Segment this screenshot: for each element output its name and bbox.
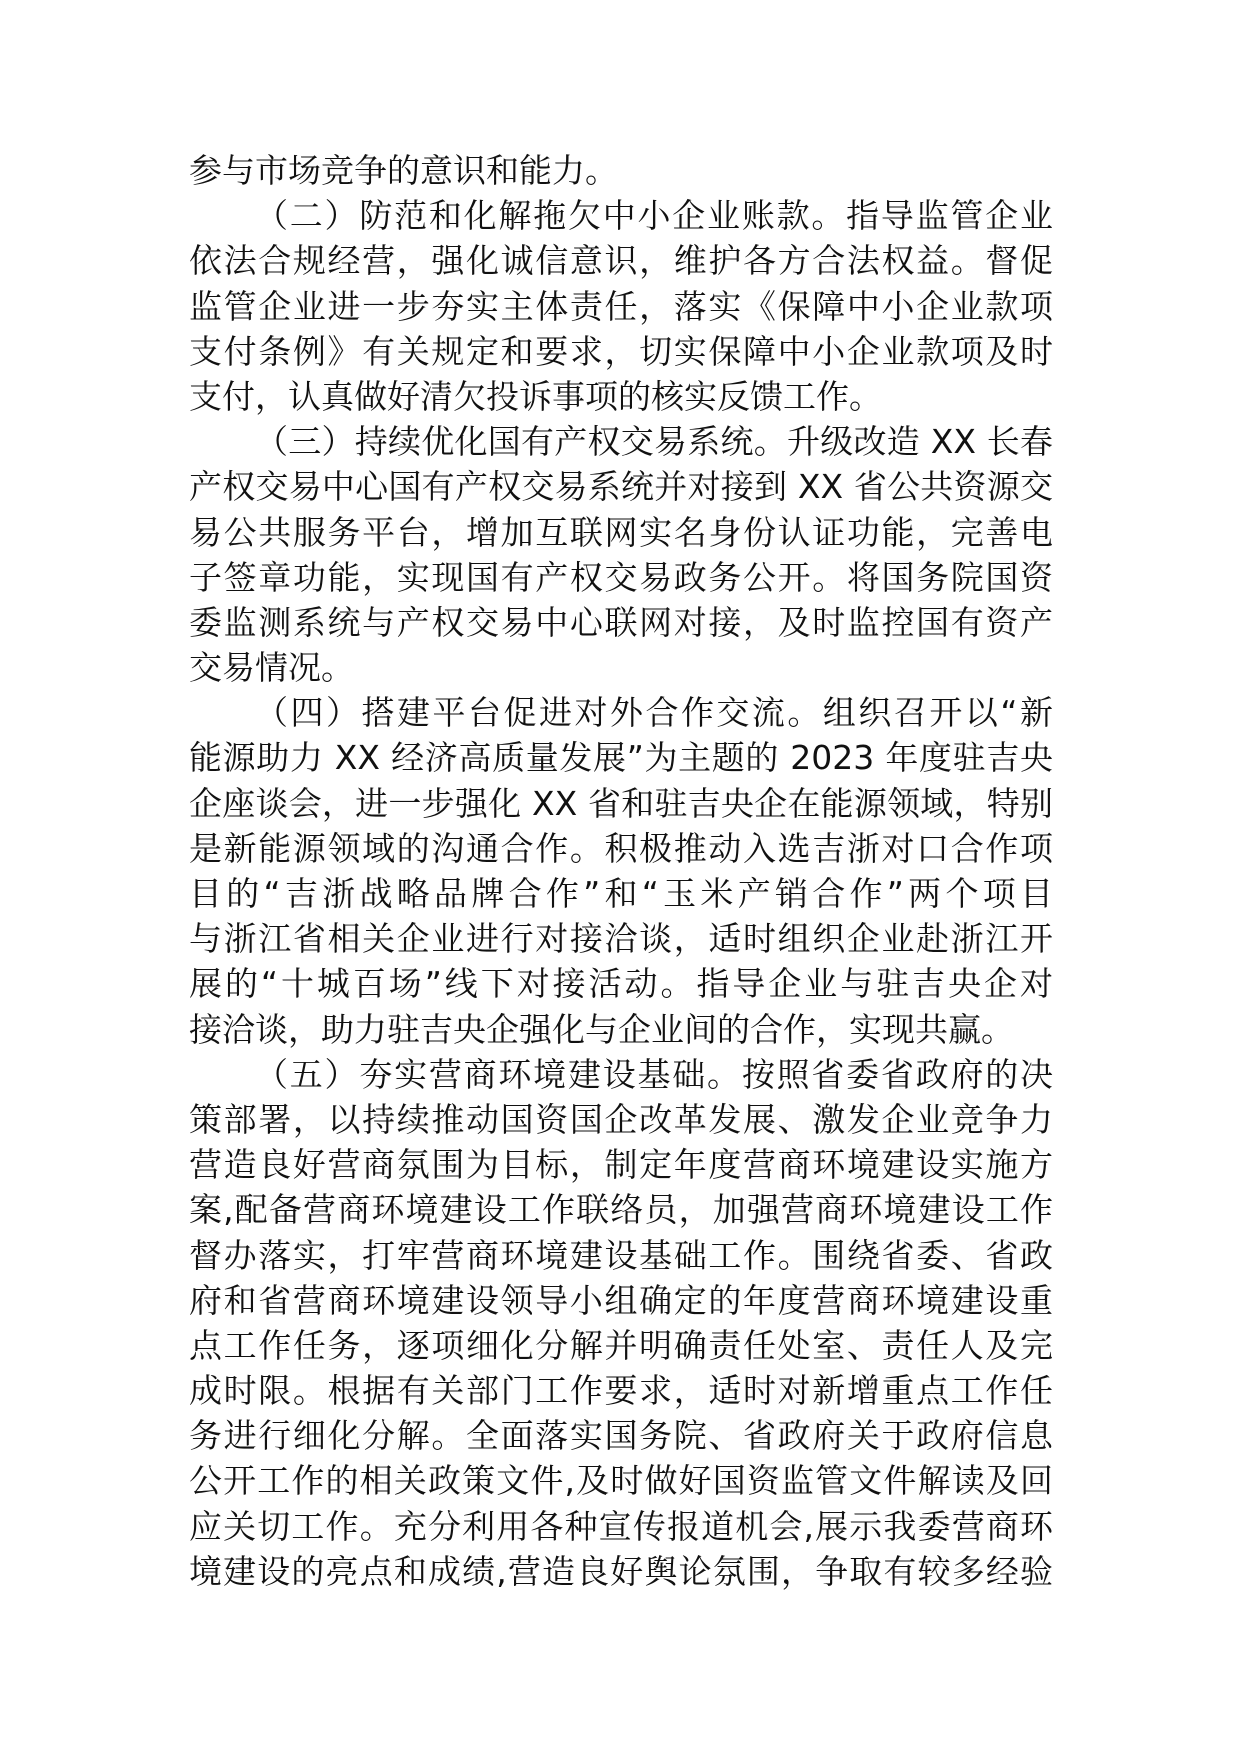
text-line: 策部署，以持续推动国资国企改革发展、激发企业竞争力: [189, 1099, 1053, 1139]
text-line: 公开工作的相关政策文件,及时做好国资监管文件解读及回: [189, 1461, 1053, 1501]
text-line: 展的“十城百场”线下对接活动。指导企业与驻吉央企对: [189, 964, 1053, 1004]
text-line: 参与市场竞争的意识和能力。: [189, 151, 618, 190]
text-line: 交易情况。: [189, 648, 354, 688]
text-line: 成时限。根据有关部门工作要求，适时对新增重点工作任: [189, 1371, 1053, 1411]
text-line: 支付，认真做好清欠投诉事项的核实反馈工作。: [189, 376, 882, 416]
text-line: 子签章功能，实现国有产权交易政务公开。将国务院国资: [189, 557, 1053, 597]
text-line: 务进行细化分解。全面落实国务院、省政府关于政府信息: [189, 1416, 1053, 1456]
text-line: 营造良好营商氛围为目标，制定年度营商环境建设实施方: [189, 1145, 1053, 1185]
text-line: 与浙江省相关企业进行对接洽谈，适时组织企业赴浙江开: [189, 919, 1053, 959]
text-line: 委监测系统与产权交易中心联网对接，及时监控国有资产: [189, 602, 1053, 642]
text-line: 支付条例》有关规定和要求，切实保障中小企业款项及时: [189, 331, 1053, 371]
document-body: [189, 148, 1053, 1594]
section-3-heading-line: （三）持续优化国有产权交易系统。升级改造 XX 长春: [255, 422, 1053, 462]
section-4-heading-line: （四）搭建平台促进对外合作交流。组织召开以“新: [255, 693, 1053, 733]
text-line: 府和省营商环境建设领导小组确定的年度营商环境建设重: [189, 1280, 1053, 1320]
text-line: 产权交易中心国有产权交易系统并对接到 XX 省公共资源交: [189, 467, 1053, 507]
text-line: 目的“吉浙战略品牌合作”和“玉米产销合作”两个项目: [189, 874, 1053, 913]
text-line: 依法合规经营，强化诚信意识，维护各方合法权益。督促: [189, 241, 1053, 281]
section-2-heading-line: （二）防范和化解拖欠中小企业账款。指导监管企业: [255, 196, 1053, 236]
text-line: 易公共服务平台，增加互联网实名身份认证功能，完善电: [189, 512, 1053, 552]
section-5-heading-line: （五）夯实营商环境建设基础。按照省委省政府的决: [255, 1054, 1053, 1094]
text-line: 接洽谈，助力驻吉央企强化与企业间的合作，实现共赢。: [189, 1009, 1014, 1049]
text-line: 境建设的亮点和成绩,营造良好舆论氛围，争取有较多经验: [189, 1551, 1053, 1591]
text-line: 企座谈会，进一步强化 XX 省和驻吉央企在能源领域，特别: [189, 783, 1053, 823]
text-line: 能源助力 XX 经济高质量发展”为主题的 2023 年度驻吉央: [189, 738, 1053, 778]
text-line: 监管企业进一步夯实主体责任，落实《保障中小企业款项: [189, 286, 1053, 326]
text-line: 是新能源领域的沟通合作。积极推动入选吉浙对口合作项: [189, 828, 1053, 868]
text-line: 应关切工作。充分利用各种宣传报道机会,展示我委营商环: [189, 1506, 1053, 1546]
text-line: 案,配备营商环境建设工作联络员，加强营商环境建设工作: [189, 1190, 1053, 1230]
text-line: 督办落实，打牢营商环境建设基础工作。围绕省委、省政: [189, 1235, 1053, 1275]
text-line: 点工作任务，逐项细化分解并明确责任处室、责任人及完: [189, 1325, 1053, 1365]
